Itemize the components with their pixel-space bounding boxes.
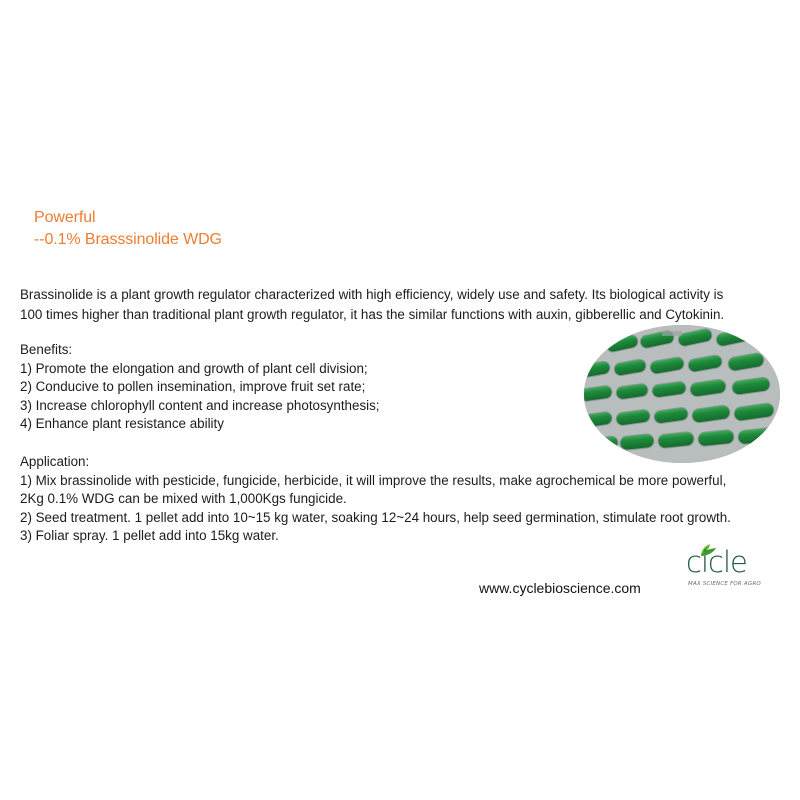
benefits-heading: Benefits: — [20, 342, 73, 357]
benefit-item: 3) Increase chlorophyll content and increase photosynthesis; — [20, 397, 380, 413]
application-section — [20, 453, 731, 546]
intro-line-1: Brassinolide is a plant growth regulator characterized with high efficiency, widely use and safety. Its biological activity is — [20, 287, 724, 302]
application-line: 2Kg 0.1% WDG can be mixed with 1,000Kgs fungicide. — [20, 491, 347, 506]
capsule-blister-image — [584, 325, 780, 463]
intro-line-2: 100 times higher than traditional plant growth regulator, it has the similar functions with auxin, gibberellic and Cytokinin. — [20, 307, 725, 322]
title-line-powerful: Powerful — [34, 209, 96, 226]
benefit-item: 1) Promote the elongation and growth of plant cell division; — [20, 360, 368, 376]
company-logo — [686, 543, 776, 593]
application-heading: Application: — [20, 454, 90, 469]
product-title — [34, 207, 222, 251]
benefit-item: 4) Enhance plant resistance ability — [20, 416, 224, 431]
benefits-section — [20, 341, 380, 434]
application-line: 1) Mix brassinolide with pesticide, fungicide, herbicide, it will improve the results, make agrochemical be more powerful, — [20, 472, 727, 488]
benefit-item: 2) Conducive to pollen insemination, improve fruit set rate; — [20, 379, 366, 394]
application-line: 2) Seed treatment. 1 pellet add into 10~15 kg water, soaking 12~24 hours, help seed germination, stimulate root growth. — [20, 509, 731, 525]
application-line: 3) Foliar spray. 1 pellet add into 15kg water. — [20, 528, 279, 543]
product-photo-capsules — [584, 325, 780, 463]
website-link[interactable]: www.cyclebioscience.com — [479, 580, 641, 596]
intro-paragraph — [20, 285, 800, 325]
logo-tagline: MAX SCIENCE FOR AGRO — [688, 581, 761, 587]
logo-wordmark: cicle — [686, 545, 747, 579]
title-line-product-name: --0.1% Brasssinolide WDG — [34, 231, 222, 248]
